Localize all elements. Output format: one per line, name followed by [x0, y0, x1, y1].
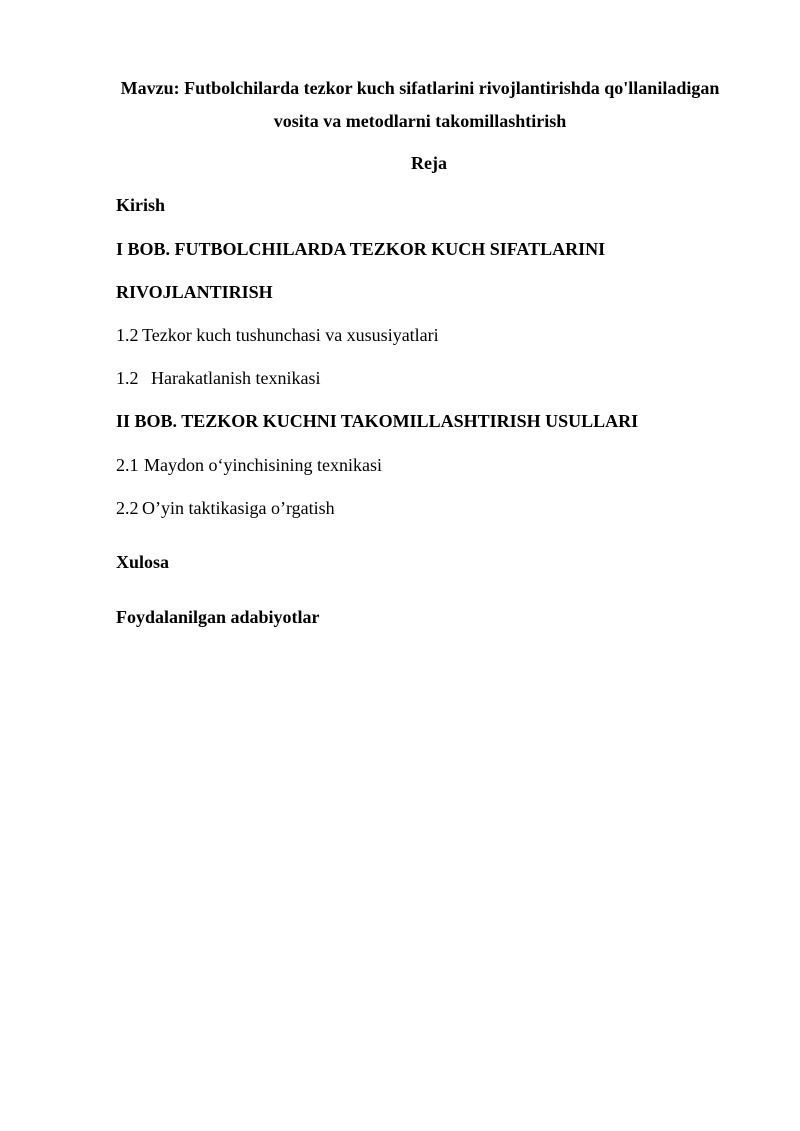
toc-intro: Kirish — [116, 195, 166, 215]
document-title-line-2: vosita va metodlarni takomillashtirish — [273, 111, 567, 131]
toc-item-text: Harakatlanish texnikasi — [151, 368, 321, 388]
toc-item-number: 1.2 — [116, 368, 139, 388]
toc-references: Foydalanilgan adabiyotlar — [116, 607, 320, 627]
toc-item-text: Tezkor kuch tushunchasi va xususiyatlari — [142, 325, 439, 345]
toc-chapter-1-line-1: I BOB. FUTBOLCHILARDA TEZKOR KUCH SIFATLARINI — [116, 239, 606, 259]
toc-item-number: 1.2 — [116, 325, 139, 345]
toc-item-2-2 — [116, 498, 335, 518]
toc-item-number: 2.1 — [116, 455, 139, 475]
toc-item-text: Maydon o‘yinchisining texnikasi — [144, 455, 382, 475]
toc-item-1-2 — [116, 368, 320, 388]
document-title-line-1: Mavzu: Futbolchilarda tezkor kuch sifatlarini rivojlantirishda qo'llaniladigan — [120, 78, 720, 98]
toc-chapter-2: II BOB. TEZKOR KUCHNI TAKOMILLASHTIRISH USULLARI — [116, 411, 639, 431]
toc-chapter-1-line-2: RIVOJLANTIRISH — [116, 282, 273, 302]
toc-item-text: O’yin taktikasiga o’rgatish — [142, 498, 335, 518]
toc-item-1-1 — [116, 325, 439, 345]
toc-conclusion: Xulosa — [116, 552, 170, 572]
toc-item-2-1 — [116, 455, 382, 475]
toc-item-number: 2.2 — [116, 498, 139, 518]
plan-heading: Reja — [411, 153, 447, 173]
